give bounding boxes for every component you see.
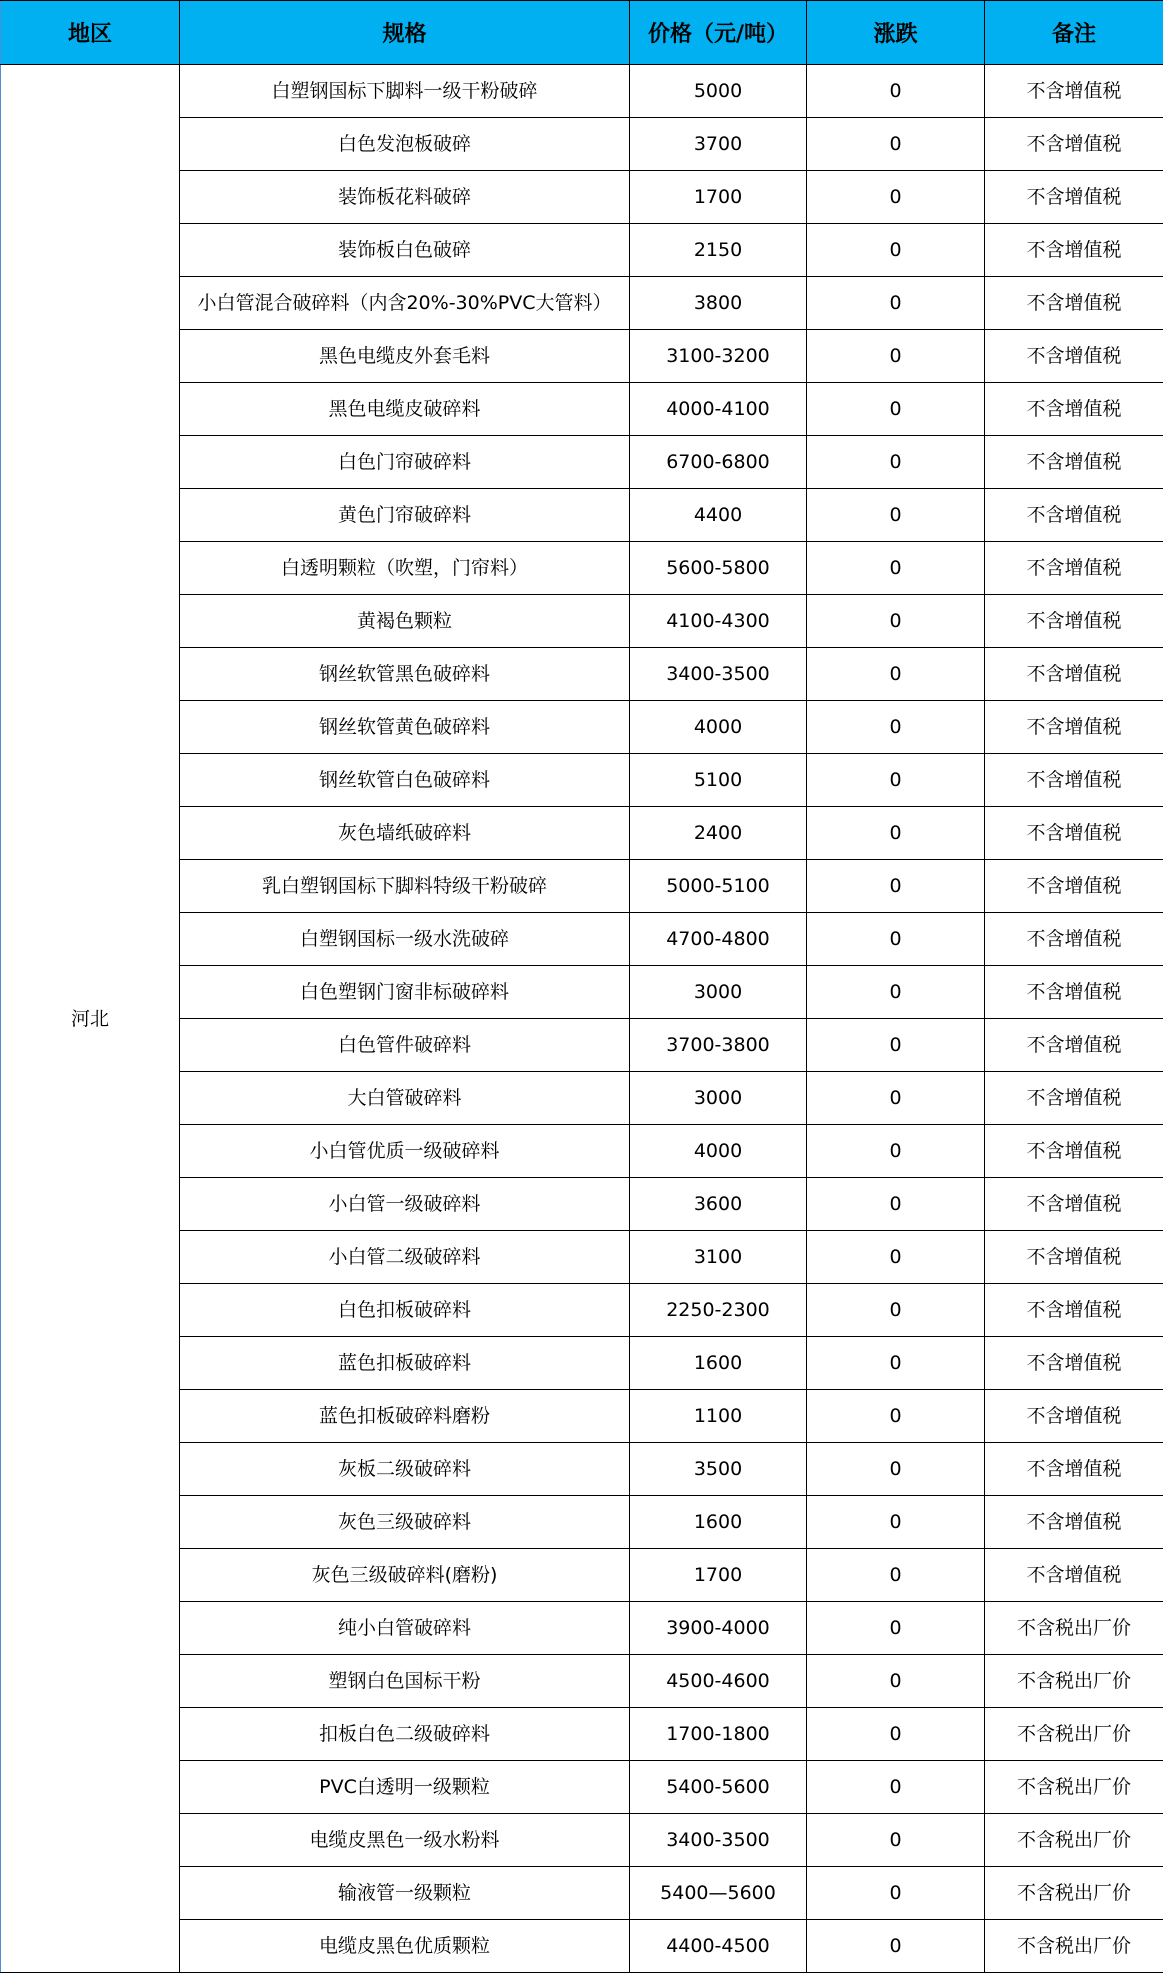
spec-cell: 塑钢白色国标干粉 (180, 1655, 630, 1708)
change-cell: 0 (807, 171, 985, 224)
price-cell: 4000 (630, 1125, 807, 1178)
price-cell: 5000 (630, 65, 807, 118)
price-cell: 4000-4100 (630, 383, 807, 436)
change-cell: 0 (807, 1337, 985, 1390)
price-cell: 1700 (630, 1549, 807, 1602)
header-note: 备注 (985, 1, 1163, 65)
spec-cell: 白色塑钢门窗非标破碎料 (180, 966, 630, 1019)
price-cell: 1700 (630, 171, 807, 224)
change-cell: 0 (807, 1390, 985, 1443)
change-cell: 0 (807, 383, 985, 436)
price-cell: 3700-3800 (630, 1019, 807, 1072)
change-cell: 0 (807, 701, 985, 754)
price-cell: 3500 (630, 1443, 807, 1496)
note-cell: 不含增值税 (985, 224, 1163, 277)
note-cell: 不含增值税 (985, 1125, 1163, 1178)
change-cell: 0 (807, 860, 985, 913)
spec-cell: 白色管件破碎料 (180, 1019, 630, 1072)
spec-cell: 白色扣板破碎料 (180, 1284, 630, 1337)
note-cell: 不含增值税 (985, 1019, 1163, 1072)
change-cell: 0 (807, 1761, 985, 1814)
note-cell: 不含增值税 (985, 860, 1163, 913)
spec-cell: 纯小白管破碎料 (180, 1602, 630, 1655)
note-cell: 不含增值税 (985, 595, 1163, 648)
spec-cell: 钢丝软管黑色破碎料 (180, 648, 630, 701)
change-cell: 0 (807, 1125, 985, 1178)
change-cell: 0 (807, 224, 985, 277)
spec-cell: 小白管一级破碎料 (180, 1178, 630, 1231)
note-cell: 不含增值税 (985, 1549, 1163, 1602)
change-cell: 0 (807, 65, 985, 118)
price-cell: 1100 (630, 1390, 807, 1443)
price-cell: 3900-4000 (630, 1602, 807, 1655)
spec-cell: 装饰板花料破碎 (180, 171, 630, 224)
price-cell: 5000-5100 (630, 860, 807, 913)
note-cell: 不含增值税 (985, 807, 1163, 860)
spec-cell: 黄褐色颗粒 (180, 595, 630, 648)
spec-cell: 大白管破碎料 (180, 1072, 630, 1125)
spec-cell: 灰色三级破碎料(磨粉) (180, 1549, 630, 1602)
price-cell: 2150 (630, 224, 807, 277)
note-cell: 不含增值税 (985, 648, 1163, 701)
spec-cell: 蓝色扣板破碎料磨粉 (180, 1390, 630, 1443)
change-cell: 0 (807, 595, 985, 648)
price-cell: 1600 (630, 1496, 807, 1549)
spec-cell: PVC白透明一级颗粒 (180, 1761, 630, 1814)
note-cell: 不含增值税 (985, 489, 1163, 542)
change-cell: 0 (807, 489, 985, 542)
change-cell: 0 (807, 436, 985, 489)
change-cell: 0 (807, 1655, 985, 1708)
spec-cell: 白色门帘破碎料 (180, 436, 630, 489)
change-cell: 0 (807, 913, 985, 966)
note-cell: 不含增值税 (985, 330, 1163, 383)
note-cell: 不含增值税 (985, 701, 1163, 754)
spec-cell: 白透明颗粒（吹塑，门帘料） (180, 542, 630, 595)
spec-cell: 乳白塑钢国标下脚料特级干粉破碎 (180, 860, 630, 913)
change-cell: 0 (807, 1496, 985, 1549)
price-cell: 3700 (630, 118, 807, 171)
price-cell: 2400 (630, 807, 807, 860)
price-cell: 1600 (630, 1337, 807, 1390)
spec-cell: 钢丝软管白色破碎料 (180, 754, 630, 807)
spec-cell: 钢丝软管黄色破碎料 (180, 701, 630, 754)
price-cell: 5100 (630, 754, 807, 807)
note-cell: 不含增值税 (985, 1284, 1163, 1337)
note-cell: 不含税出厂价 (985, 1602, 1163, 1655)
note-cell: 不含增值税 (985, 542, 1163, 595)
price-cell: 3800 (630, 277, 807, 330)
change-cell: 0 (807, 1549, 985, 1602)
spec-cell: 蓝色扣板破碎料 (180, 1337, 630, 1390)
spec-cell: 白塑钢国标下脚料一级干粉破碎 (180, 65, 630, 118)
note-cell: 不含税出厂价 (985, 1867, 1163, 1920)
note-cell: 不含增值税 (985, 1496, 1163, 1549)
price-cell: 1700-1800 (630, 1708, 807, 1761)
table-row (1, 65, 1163, 118)
note-cell: 不含增值税 (985, 1390, 1163, 1443)
spec-cell: 小白管二级破碎料 (180, 1231, 630, 1284)
change-cell: 0 (807, 1814, 985, 1867)
change-cell: 0 (807, 1072, 985, 1125)
header-price: 价格（元/吨） (630, 1, 807, 65)
price-cell: 4400 (630, 489, 807, 542)
price-cell: 6700-6800 (630, 436, 807, 489)
change-cell: 0 (807, 1019, 985, 1072)
change-cell: 0 (807, 648, 985, 701)
change-cell: 0 (807, 1708, 985, 1761)
change-cell: 0 (807, 1284, 985, 1337)
spec-cell: 灰色墙纸破碎料 (180, 807, 630, 860)
change-cell: 0 (807, 1178, 985, 1231)
note-cell: 不含税出厂价 (985, 1655, 1163, 1708)
price-cell: 4000 (630, 701, 807, 754)
price-cell: 4700-4800 (630, 913, 807, 966)
change-cell: 0 (807, 1602, 985, 1655)
spec-cell: 小白管优质一级破碎料 (180, 1125, 630, 1178)
header-region: 地区 (1, 1, 180, 65)
note-cell: 不含增值税 (985, 383, 1163, 436)
spec-cell: 小白管混合破碎料（内含20%-30%PVC大管料） (180, 277, 630, 330)
price-cell: 4400-4500 (630, 1920, 807, 1973)
note-cell: 不含增值税 (985, 277, 1163, 330)
change-cell: 0 (807, 118, 985, 171)
spec-cell: 白塑钢国标一级水洗破碎 (180, 913, 630, 966)
spec-cell: 扣板白色二级破碎料 (180, 1708, 630, 1761)
price-cell: 3100 (630, 1231, 807, 1284)
spec-cell: 电缆皮黑色优质颗粒 (180, 1920, 630, 1973)
spec-cell: 黄色门帘破碎料 (180, 489, 630, 542)
note-cell: 不含增值税 (985, 913, 1163, 966)
region-cell: 河北 (1, 65, 180, 1973)
change-cell: 0 (807, 1867, 985, 1920)
spec-cell: 黑色电缆皮外套毛料 (180, 330, 630, 383)
note-cell: 不含税出厂价 (985, 1814, 1163, 1867)
price-cell: 4500-4600 (630, 1655, 807, 1708)
note-cell: 不含增值税 (985, 1443, 1163, 1496)
price-cell: 3000 (630, 1072, 807, 1125)
note-cell: 不含增值税 (985, 171, 1163, 224)
spec-cell: 装饰板白色破碎 (180, 224, 630, 277)
note-cell: 不含税出厂价 (985, 1761, 1163, 1814)
change-cell: 0 (807, 330, 985, 383)
note-cell: 不含税出厂价 (985, 1920, 1163, 1973)
price-cell: 3600 (630, 1178, 807, 1231)
note-cell: 不含增值税 (985, 65, 1163, 118)
change-cell: 0 (807, 807, 985, 860)
price-cell: 5600-5800 (630, 542, 807, 595)
price-cell: 5400—5600 (630, 1867, 807, 1920)
spec-cell: 输液管一级颗粒 (180, 1867, 630, 1920)
change-cell: 0 (807, 754, 985, 807)
note-cell: 不含增值税 (985, 754, 1163, 807)
price-cell: 2250-2300 (630, 1284, 807, 1337)
note-cell: 不含增值税 (985, 118, 1163, 171)
note-cell: 不含增值税 (985, 1072, 1163, 1125)
spec-cell: 电缆皮黑色一级水粉料 (180, 1814, 630, 1867)
price-cell: 3000 (630, 966, 807, 1019)
price-cell: 3400-3500 (630, 648, 807, 701)
spec-cell: 白色发泡板破碎 (180, 118, 630, 171)
change-cell: 0 (807, 542, 985, 595)
change-cell: 0 (807, 966, 985, 1019)
spec-cell: 灰板二级破碎料 (180, 1443, 630, 1496)
header-change: 涨跌 (807, 1, 985, 65)
note-cell: 不含增值税 (985, 1231, 1163, 1284)
spec-cell: 黑色电缆皮破碎料 (180, 383, 630, 436)
table-body (1, 65, 1163, 1973)
change-cell: 0 (807, 1231, 985, 1284)
change-cell: 0 (807, 1920, 985, 1973)
price-cell: 3100-3200 (630, 330, 807, 383)
note-cell: 不含增值税 (985, 436, 1163, 489)
price-cell: 3400-3500 (630, 1814, 807, 1867)
change-cell: 0 (807, 277, 985, 330)
header-spec: 规格 (180, 1, 630, 65)
price-cell: 5400-5600 (630, 1761, 807, 1814)
note-cell: 不含税出厂价 (985, 1708, 1163, 1761)
price-cell: 4100-4300 (630, 595, 807, 648)
note-cell: 不含增值税 (985, 1337, 1163, 1390)
note-cell: 不含增值税 (985, 1178, 1163, 1231)
spec-cell: 灰色三级破碎料 (180, 1496, 630, 1549)
note-cell: 不含增值税 (985, 966, 1163, 1019)
header-row (1, 1, 1163, 65)
change-cell: 0 (807, 1443, 985, 1496)
